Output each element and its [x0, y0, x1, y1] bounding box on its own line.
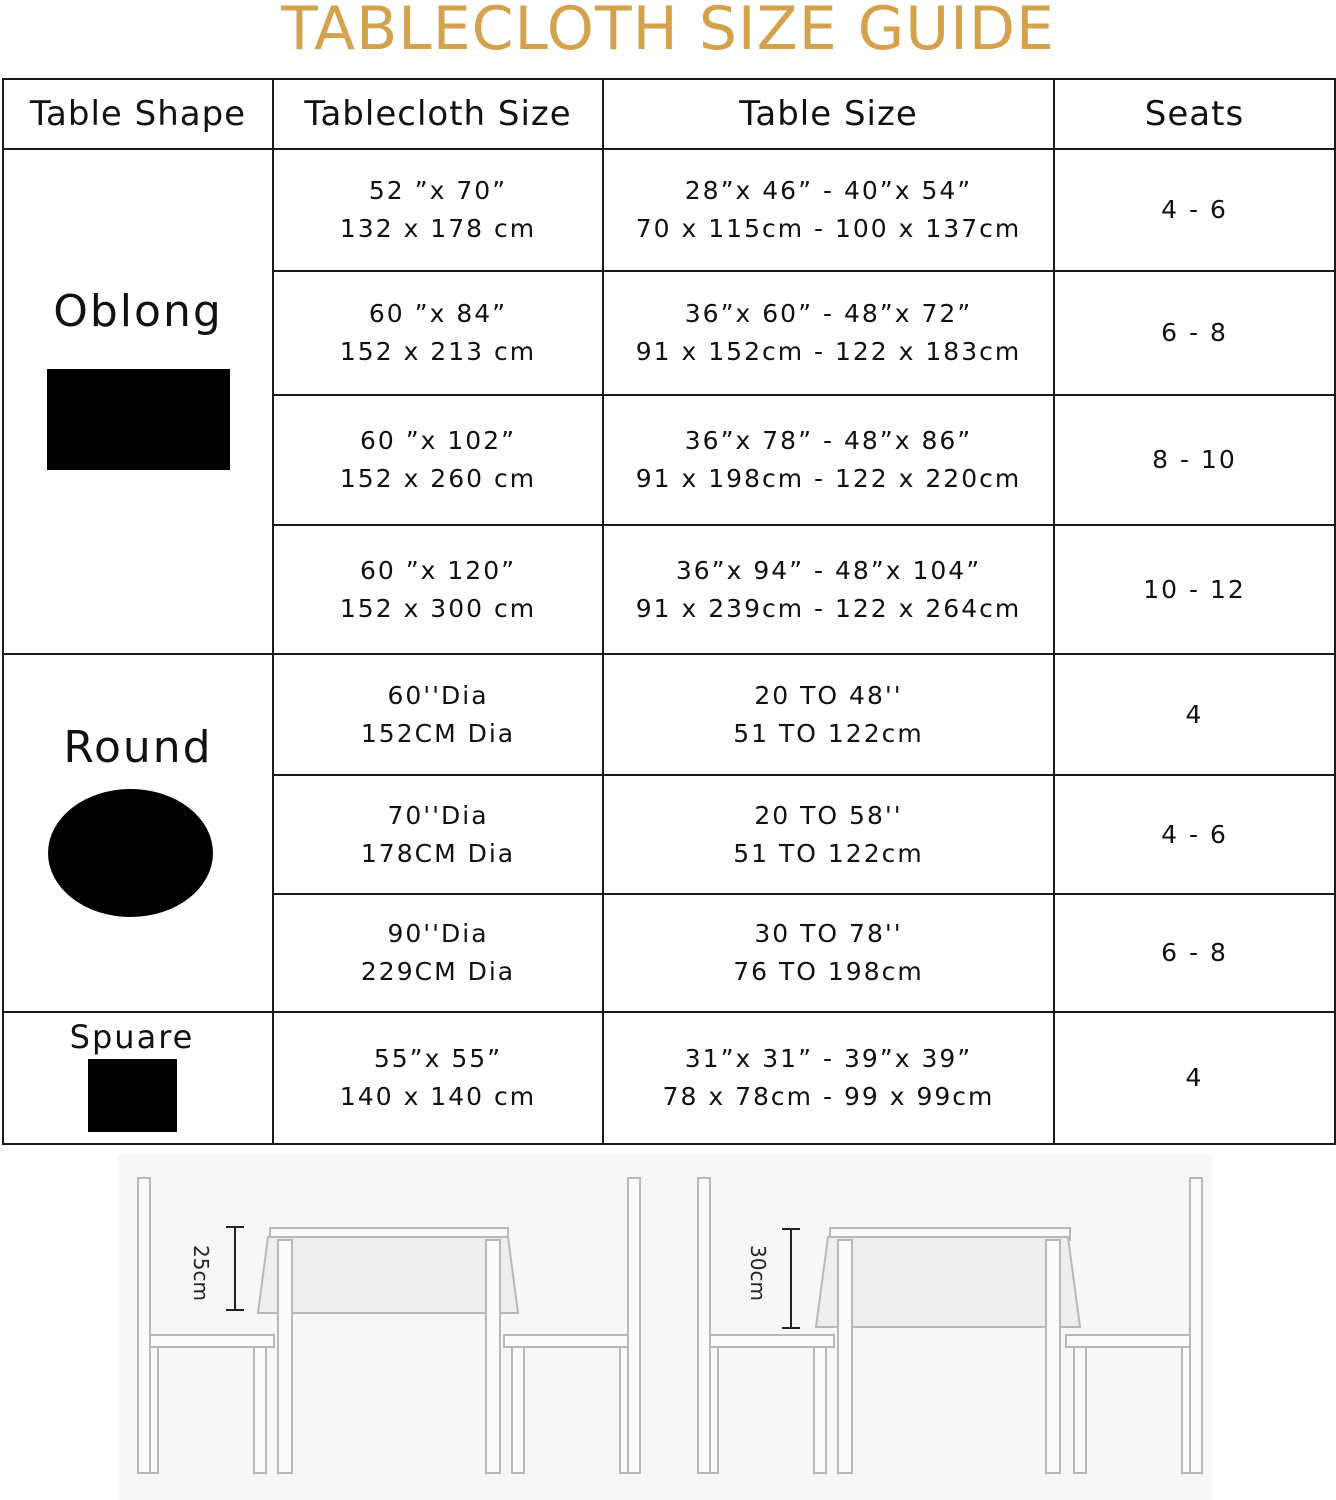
seats-cell: 8 - 10 — [1054, 395, 1335, 525]
table-row — [3, 149, 1335, 271]
seats-cell: 4 - 6 — [1054, 775, 1335, 894]
table-size-cell — [603, 149, 1054, 271]
header-table-shape: Table Shape — [3, 79, 273, 149]
table-cm: 51 TO 122cm — [733, 718, 924, 748]
table-size-cell — [603, 395, 1054, 525]
cloth-cm: 178CM Dia — [360, 838, 516, 868]
cloth-cm: 152CM Dia — [360, 718, 516, 748]
table-inches: 36”x 78” - 48”x 86” — [684, 426, 973, 455]
table-inches: 31”x 31” - 39”x 39” — [684, 1044, 973, 1073]
left-table-icon — [258, 1228, 518, 1473]
oblong-shape-cell — [3, 149, 273, 654]
header-tablecloth-size: Tablecloth Size — [273, 79, 603, 149]
cloth-inches: 60 ”x 84” — [368, 299, 508, 328]
right-chair-right-icon — [1066, 1178, 1202, 1473]
table-row — [3, 654, 1335, 775]
table-cm: 76 TO 198cm — [733, 957, 924, 986]
left-chair-icon — [138, 1178, 274, 1473]
right-table-icon — [816, 1228, 1080, 1473]
drop-length-diagram — [118, 1155, 1212, 1500]
table-size-cell — [603, 775, 1054, 894]
table-size-cell — [603, 654, 1054, 775]
table-cm: 78 x 78cm - 99 x 99cm — [662, 1082, 995, 1111]
table-cm: 91 x 239cm - 122 x 264cm — [635, 593, 1022, 623]
seats-cell: 4 - 6 — [1054, 149, 1335, 271]
table-inches: 20 TO 48'' — [754, 680, 903, 710]
table-size-cell — [603, 1012, 1054, 1144]
tablecloth-size-cell — [273, 654, 603, 775]
tablecloth-size-cell — [273, 894, 603, 1012]
table-cm: 51 TO 122cm — [733, 838, 924, 868]
cloth-inches: 70''Dia — [387, 800, 489, 830]
round-circle-icon — [48, 789, 213, 917]
table-inches: 36”x 60” - 48”x 72” — [684, 299, 973, 328]
page-title: TABLECLOTH SIZE GUIDE — [281, 0, 1055, 64]
cloth-cm: 152 x 213 cm — [339, 337, 537, 366]
oblong-rectangle-icon — [47, 369, 230, 470]
header-row — [3, 79, 1335, 149]
cloth-cm: 152 x 300 cm — [339, 593, 537, 623]
tablecloth-size-cell — [273, 149, 603, 271]
seats-cell: 6 - 8 — [1054, 271, 1335, 395]
cloth-inches: 60 ”x 102” — [359, 426, 517, 455]
header-table-size: Table Size — [603, 79, 1054, 149]
seats-cell: 4 — [1054, 1012, 1335, 1144]
cloth-inches: 60''Dia — [387, 680, 489, 710]
table-size-cell — [603, 894, 1054, 1012]
right-measure-marker — [782, 1229, 800, 1328]
header-seats: Seats — [1054, 79, 1335, 149]
left-measure-marker — [226, 1227, 244, 1310]
left-drop-label: 25cm — [189, 1245, 213, 1301]
seats-cell: 6 - 8 — [1054, 894, 1335, 1012]
table-inches: 28”x 46” - 40”x 54” — [684, 176, 973, 205]
size-guide-table — [2, 78, 1336, 1145]
cloth-cm: 140 x 140 cm — [339, 1082, 537, 1111]
table-inches: 36”x 94” - 48”x 104” — [675, 555, 982, 585]
right-drop-label: 30cm — [746, 1245, 770, 1301]
table-cm: 70 x 115cm - 100 x 137cm — [635, 214, 1022, 243]
square-shape-cell — [3, 1012, 273, 1144]
table-size-cell — [603, 525, 1054, 654]
table-inches: 20 TO 58'' — [754, 800, 903, 830]
oblong-label: Oblong — [53, 286, 223, 337]
tablecloth-size-cell — [273, 1012, 603, 1144]
cloth-cm: 132 x 178 cm — [339, 214, 537, 243]
tablecloth-size-cell — [273, 525, 603, 654]
cloth-inches: 52 ”x 70” — [368, 176, 508, 205]
square-icon — [88, 1059, 177, 1132]
tablecloth-size-cell — [273, 395, 603, 525]
right-chair-icon — [698, 1178, 834, 1473]
cloth-inches: 90''Dia — [387, 919, 489, 948]
seats-cell: 4 — [1054, 654, 1335, 775]
tablecloth-size-cell — [273, 271, 603, 395]
table-size-cell — [603, 271, 1054, 395]
cloth-inches: 55”x 55” — [373, 1044, 503, 1073]
left-chair-right-icon — [504, 1178, 640, 1473]
cloth-cm: 152 x 260 cm — [339, 464, 537, 493]
round-label: Round — [63, 722, 213, 773]
square-label: Spuare — [69, 1017, 195, 1056]
cloth-cm: 229CM Dia — [360, 957, 516, 986]
cloth-inches: 60 ”x 120” — [359, 555, 517, 585]
seats-cell: 10 - 12 — [1054, 525, 1335, 654]
round-shape-cell — [3, 654, 273, 1012]
table-inches: 30 TO 78'' — [754, 919, 903, 948]
table-row — [3, 1012, 1335, 1144]
tablecloth-size-cell — [273, 775, 603, 894]
table-cm: 91 x 198cm - 122 x 220cm — [635, 464, 1022, 493]
table-cm: 91 x 152cm - 122 x 183cm — [635, 337, 1022, 366]
